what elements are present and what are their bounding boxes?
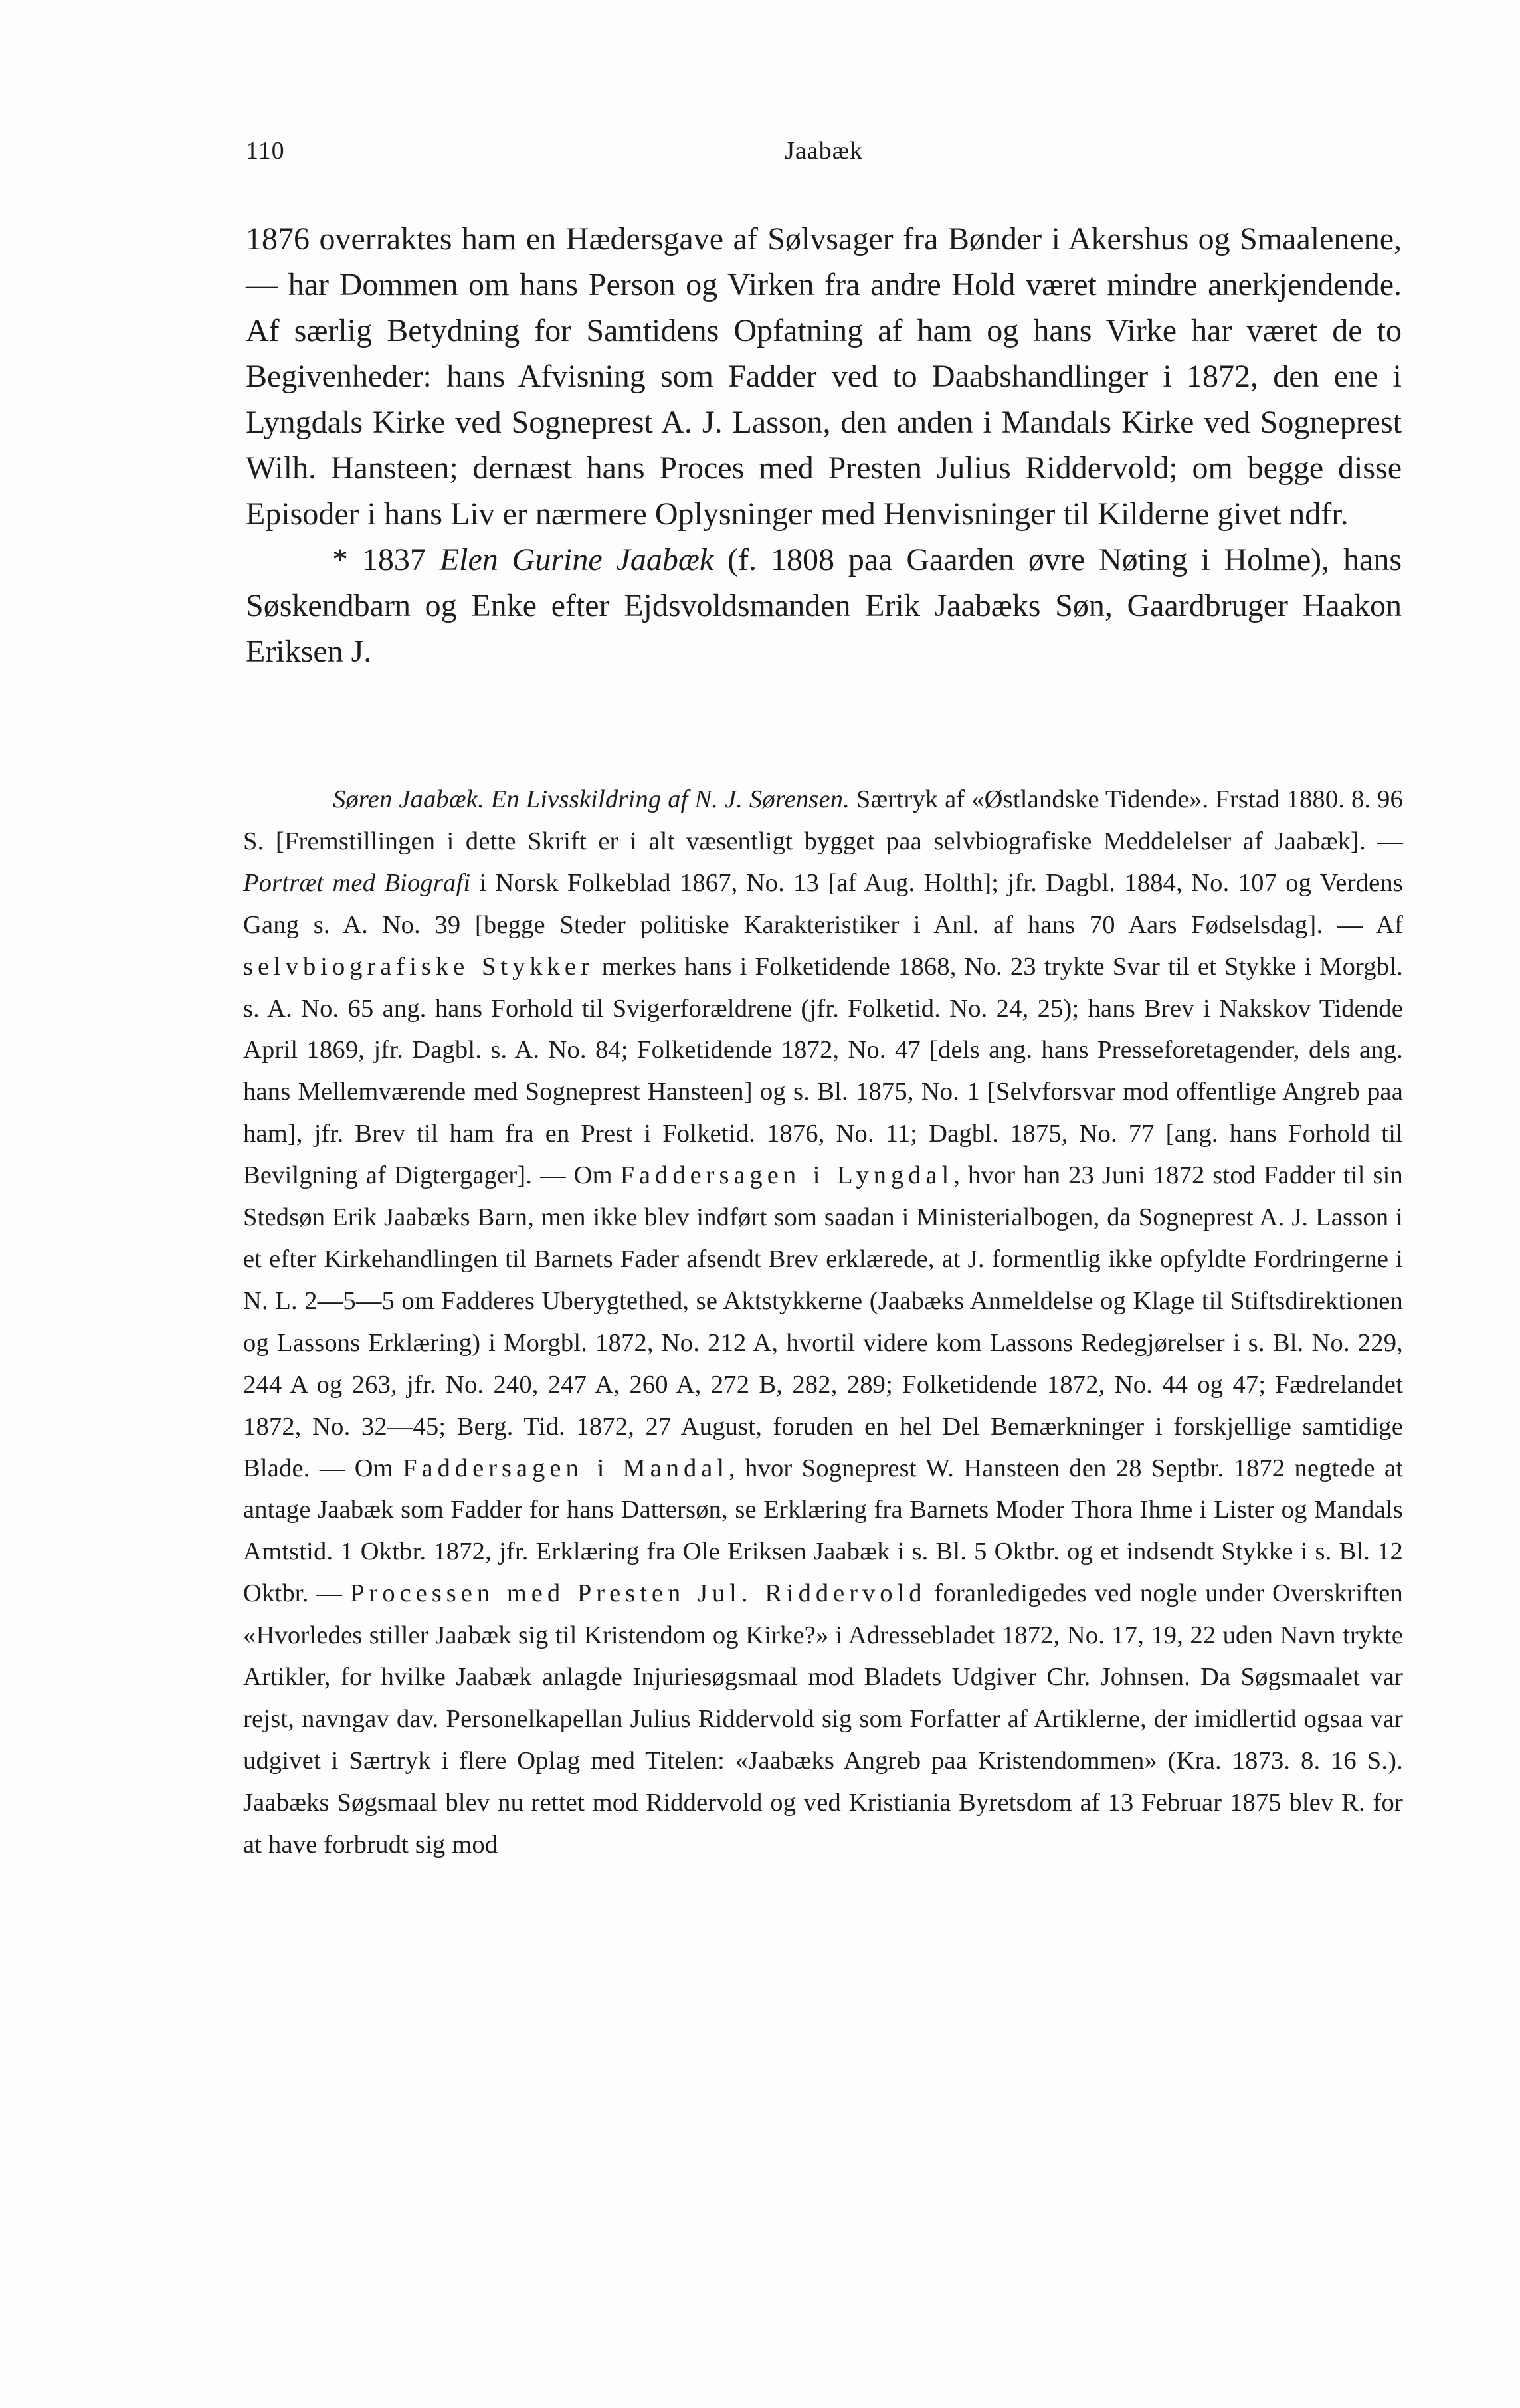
- bibliography-after-selfbio: merkes hans i Folketidende 1868, No. 23 trykte Svar til et Stykke i Morgbl. s. A. No. 65 ang. hans Forhold til Svigerforældrene (jfr. Folketid. No. 24, 25); hans Brev i Nakskov Tidende April 1869, jfr. Dagbl. s. A. No. 84; Folketidende 1872, No. 47 [dels ang. hans Presseforetagender, dels ang. hans Mellemværende med Sogneprest Hansteen] og s. Bl. 1875, No. 1 [Selvforsvar mod offentlige Angreb paa ham], jfr. Brev til ham fra en Prest i Folketid. 1876, No. 11; Dagbl. 1875, No. 77 [ang. hans Forhold til Bevilgning af Digtergager]. — Om: [243, 952, 1403, 1190]
- main-paragraph: 1876 overraktes ham en Hædersgave af Sølvsager fra Bønder i Akershus og Smaalenene, — har Dommen om hans Person og Virken fra andre Hold været mindre anerkjendende. Af særlig Betydning for Samtidens Opfatning af ham og hans Virke har været de to Begivenheder: hans Afvisning som Fadder ved to Daabshandlinger i 1872, den ene i Lyngdals Kirke ved Sogneprest A. J. Lasson, den anden i Mandals Kirke ved Sogneprest Wilh. Hansteen; dernæst hans Proces med Presten Julius Riddervold; om begge disse Episoder i hans Liv er nærmere Oplysninger med Henvisninger til Kilderne givet ndfr.: [246, 221, 1402, 532]
- bibliography-paragraph: [243, 779, 1403, 1866]
- marriage-text: (f. 1808 paa Gaarden øvre Nøting i Holme), hans Søskendbarn og Enke efter Ejdsvoldsmanden Erik Jaabæks Søn, Gaardbruger Haakon Eriksen J.: [246, 542, 1402, 669]
- bibliography-after-portrait: i Norsk Folkeblad 1867, No. 13 [af Aug. Holth]; jfr. Dagbl. 1884, No. 107 og Verdens Gang s. A. No. 39 [begge Steder politiske Karakteristiker i Anl. af hans 70 Aars Fødselsdag]. — Af: [243, 868, 1403, 939]
- process-label: Processen med Presten Jul. Riddervold: [350, 1579, 927, 1608]
- page-header: [246, 136, 1402, 176]
- bibliography-notes: [243, 779, 1403, 1866]
- bibliography-after-mandal: , hvor Sogneprest W. Hansteen den 28 Septbr. 1872 negtede at antage Jaabæk som Fadder for hans Dattersøn, se Erklæring fra Barnets Moder Thora Ihme i Lister og Mandals Amtstid. 1 Oktbr. 1872, jfr. Erklæring fra Ole Eriksen Jaabæk i s. Bl. 5 Oktbr. og et indsendt Stykke i s. Bl. 12 Oktbr. —: [243, 1454, 1404, 1608]
- bibliography-title: Søren Jaabæk. En Livsskildring af N. J. Sørensen.: [333, 785, 850, 813]
- mandal-label: Faddersagen i Mandal: [403, 1454, 729, 1482]
- bibliography-intro: Særtryk af «Østlandske Tidende». Frstad 1880. 8. 96 S. [Fremstillingen i dette Skrift er i alt væsentligt bygget paa selvbiografiske Meddelelser af Jaabæk]. —: [243, 785, 1403, 855]
- page-number: 110: [246, 137, 285, 165]
- bibliography-after-lyngdal: , hvor han 23 Juni 1872 stod Fadder til sin Stedsøn Erik Jaabæks Barn, men ikke blev indført som saadan i Ministerialbogen, da Sogneprest A. J. Lasson i et efter Kirkehandlingen til Barnets Fader afsendt Brev erklærede, at J. formentlig ikke opfyldte Fordringerne i N. L. 2—5—5 om Fadderes Uberygtethed, se Aktstykkerne (Jaabæks Anmeldelse og Klage til Stiftsdirektionen og Lassons Erklæring) i Morgbl. 1872, No. 212 A, hvortil videre kom Lassons Redegjørelser i s. Bl. No. 229, 244 A og 263, jfr. No. 240, 247 A, 260 A, 272 B, 282, 289; Folketidende 1872, No. 44 og 47; Fædrelandet 1872, No. 32—45; Berg. Tid. 1872, 27 August, foruden en hel Del Bemærkninger i forskjellige samtidige Blade. — Om: [243, 1161, 1404, 1482]
- marriage-paragraph: [246, 537, 1402, 674]
- spouse-name: Elen Gurine Jaabæk: [439, 542, 714, 577]
- lyngdal-label: Faddersagen i Lyngdal: [620, 1161, 954, 1190]
- selfbio-label: selvbiografiske Stykker: [243, 952, 594, 981]
- bibliography-after-process: foranledigedes ved nogle under Overskriften «Hvorledes stiller Jaabæk sig til Kristendom og Kirke?» i Adressebladet 1872, No. 17, 19, 22 uden Navn trykte Artikler, for hvilke Jaabæk anlagde Injuriesøgsmaal mod Bladets Udgiver Chr. Johnsen. Da Søgsmaalet var rejst, navngav dav. Personelkapellan Julius Riddervold sig som Forfatter af Artiklerne, der imidlertid ogsaa var udgivet i Særtryk i flere Oplag med Titelen: «Jaabæks Angreb paa Kristendommen» (Kra. 1873. 8. 16 S.). Jaabæks Søgsmaal blev nu rettet mod Riddervold og ved Kristiania Byretsdom af 13 Februar 1875 blev R. for at have forbrudt sig mod: [243, 1579, 1403, 1858]
- marriage-prefix: * 1837: [332, 542, 440, 577]
- running-head: Jaabæk: [785, 137, 863, 165]
- portrait-label: Portræt med Biografi: [243, 868, 471, 897]
- main-text: [246, 216, 1402, 674]
